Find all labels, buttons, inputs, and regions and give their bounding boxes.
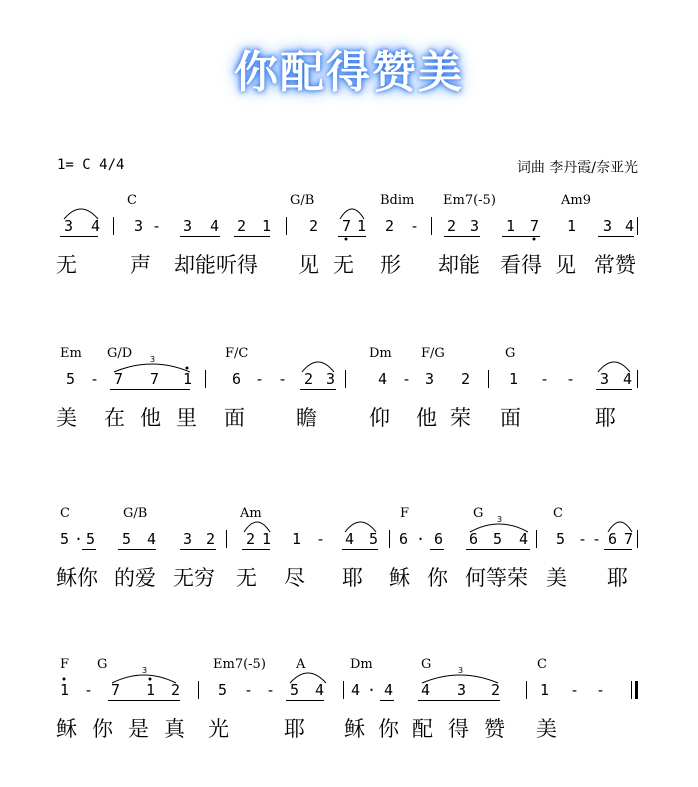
lyric: 形 <box>380 253 401 277</box>
triplet-mark: 3 <box>497 515 503 524</box>
note: 3 <box>470 217 480 235</box>
note: 5 <box>66 370 76 388</box>
octave-dot-below <box>345 238 348 241</box>
lyric: 耶 <box>595 406 616 430</box>
chord-symbol: A <box>296 657 306 672</box>
chord-symbol: C <box>537 657 547 672</box>
note: - <box>578 530 588 548</box>
beam-underline <box>418 700 500 701</box>
lyric: 你 <box>427 566 448 590</box>
note: 6 <box>232 370 242 388</box>
note: 4 <box>519 530 529 548</box>
note: 4 <box>378 370 388 388</box>
lyric: 是 <box>128 717 149 741</box>
note: - <box>152 217 162 235</box>
beam-underline <box>502 236 540 237</box>
chord-symbol: C <box>127 193 137 208</box>
beam-underline <box>180 549 216 550</box>
beam-underline <box>342 549 378 550</box>
note: 2 <box>385 217 395 235</box>
beam-underline <box>108 700 180 701</box>
lyric: 瞻 <box>296 406 317 430</box>
note: 3 <box>457 681 467 699</box>
note: 2 <box>237 217 247 235</box>
note: 1 <box>183 370 193 388</box>
barline <box>226 530 227 548</box>
lyric: 尽 <box>284 566 305 590</box>
note: 3 <box>134 217 144 235</box>
lyric: 稣 <box>389 566 410 590</box>
barline <box>345 370 346 388</box>
credit-line: 词曲 李丹霞/奈亚光 <box>516 160 638 176</box>
lyric: 你 <box>92 717 113 741</box>
beam-underline <box>286 700 324 701</box>
lyric: 你 <box>378 717 399 741</box>
chord-symbol: G/D <box>107 346 133 361</box>
note: 1 <box>540 681 550 699</box>
chord-symbol: G/B <box>123 506 148 521</box>
note: 1 <box>357 217 367 235</box>
note: 5 <box>290 681 300 699</box>
lyric: 光 <box>208 717 229 741</box>
note: - <box>90 370 100 388</box>
song-title: 你配得赞美 <box>234 47 464 98</box>
note: 2 <box>491 681 501 699</box>
final-barline <box>635 681 638 699</box>
note: 3 <box>183 530 193 548</box>
note: 5 <box>556 530 566 548</box>
note: 7 <box>114 370 124 388</box>
beam-underline <box>300 389 336 390</box>
chord-symbol: F <box>60 657 70 672</box>
lyric: 面 <box>500 406 521 430</box>
beam-underline <box>242 549 270 550</box>
note: 4 <box>315 681 325 699</box>
key-signature: 1= C 4/4 <box>57 157 125 173</box>
note: 2 <box>447 217 457 235</box>
chord-symbol: Am <box>240 506 262 521</box>
beam-underline <box>444 236 480 237</box>
note: 1 <box>509 370 519 388</box>
beam-underline <box>82 549 96 550</box>
note: - <box>255 370 265 388</box>
note: 1 <box>506 217 516 235</box>
note: - <box>540 370 550 388</box>
note: 4 <box>384 681 394 699</box>
note: 7 <box>150 370 160 388</box>
note: 6 <box>434 530 444 548</box>
barline <box>205 370 206 388</box>
lyric: 何等荣 <box>465 566 528 590</box>
chord-symbol: G <box>505 346 516 361</box>
note: 4 <box>91 217 101 235</box>
barline <box>113 217 114 235</box>
note: 3 <box>600 370 610 388</box>
lyric: 看得 <box>500 253 542 277</box>
note: - <box>278 370 288 388</box>
beam-underline <box>180 236 220 237</box>
note: - <box>84 681 94 699</box>
barline <box>526 681 527 699</box>
chord-symbol: G <box>421 657 432 672</box>
lyric: 荣 <box>450 406 471 430</box>
beam-underline <box>118 549 156 550</box>
note: - <box>592 530 602 548</box>
beam-underline <box>430 549 444 550</box>
barline <box>286 217 287 235</box>
chord-symbol: F/C <box>225 346 249 361</box>
note: 3 <box>326 370 336 388</box>
note: 7 <box>624 530 634 548</box>
beam-underline <box>380 700 394 701</box>
note: 6 <box>399 530 409 548</box>
chord-symbol: G <box>97 657 108 672</box>
lyric: 常赞 <box>594 253 636 277</box>
note: 4 <box>625 217 635 235</box>
note: 5 <box>86 530 96 548</box>
note: - <box>570 681 580 699</box>
lyric: 面 <box>224 406 245 430</box>
chord-symbol: G/B <box>290 193 315 208</box>
note: 7 <box>342 217 352 235</box>
note: 1 <box>146 681 156 699</box>
final-barline <box>631 681 632 699</box>
note: 4 <box>623 370 633 388</box>
note: 6 <box>608 530 618 548</box>
note: 2 <box>309 217 319 235</box>
note: 5 <box>60 530 70 548</box>
lyric: 无 <box>333 253 354 277</box>
note: · <box>367 681 377 699</box>
note: 5 <box>493 530 503 548</box>
lyric: 却能听得 <box>174 253 258 277</box>
lyric: 在 <box>104 406 125 430</box>
lyric: 配 <box>412 717 433 741</box>
lyric: 仰 <box>369 406 390 430</box>
lyric: 里 <box>176 406 197 430</box>
beam-underline <box>234 236 270 237</box>
lyric: 他 <box>416 406 437 430</box>
lyric: 无穷 <box>173 566 215 590</box>
beam-underline <box>598 236 634 237</box>
chord-symbol: C <box>60 506 70 521</box>
note: 1 <box>60 681 70 699</box>
barline <box>389 530 390 548</box>
chord-symbol: Em7(-5) <box>213 657 266 672</box>
barline <box>431 217 432 235</box>
note: 1 <box>567 217 577 235</box>
lyric: 耶 <box>284 717 305 741</box>
note: 5 <box>369 530 379 548</box>
note: 2 <box>461 370 471 388</box>
note: 7 <box>530 217 540 235</box>
barline <box>343 681 344 699</box>
note: - <box>244 681 254 699</box>
lyric: 赞 <box>484 717 505 741</box>
chord-symbol: Dm <box>350 657 373 672</box>
chord-symbol: Dm <box>369 346 392 361</box>
note: 4 <box>421 681 431 699</box>
lyric: 得 <box>448 717 469 741</box>
triplet-mark: 3 <box>142 666 148 675</box>
note: - <box>596 681 606 699</box>
note: 1 <box>262 217 272 235</box>
barline <box>536 530 537 548</box>
lyric: 无 <box>56 253 77 277</box>
note: 7 <box>111 681 121 699</box>
lyric: 无 <box>236 566 257 590</box>
note: 3 <box>425 370 435 388</box>
lyric: 他 <box>140 406 161 430</box>
beam-underline <box>466 549 530 550</box>
triplet-mark: 3 <box>458 666 464 675</box>
barline <box>637 530 638 548</box>
barline <box>198 681 199 699</box>
chord-symbol: F <box>400 506 410 521</box>
barline <box>637 370 638 388</box>
note: 2 <box>304 370 314 388</box>
beam-underline <box>110 389 190 390</box>
lyric: 见 <box>298 253 319 277</box>
chord-symbol: G <box>473 506 484 521</box>
note: 1 <box>292 530 302 548</box>
chord-symbol: C <box>553 506 563 521</box>
beam-underline <box>604 549 632 550</box>
lyric: 的爱 <box>114 566 156 590</box>
note: - <box>266 681 276 699</box>
lyric: 见 <box>555 253 576 277</box>
note: 4 <box>351 681 361 699</box>
note: 1 <box>262 530 272 548</box>
note: 6 <box>469 530 479 548</box>
lyric: 美 <box>546 566 567 590</box>
lyric: 美 <box>536 717 557 741</box>
note: - <box>402 370 412 388</box>
barline <box>488 370 489 388</box>
note: - <box>316 530 326 548</box>
lyric: 耶 <box>607 566 628 590</box>
chord-symbol: Am9 <box>561 193 591 208</box>
barline <box>637 217 638 235</box>
note: 2 <box>246 530 256 548</box>
lyric: 稣你 <box>56 566 98 590</box>
note: - <box>566 370 576 388</box>
lyric: 真 <box>164 717 185 741</box>
note: 5 <box>218 681 228 699</box>
note: 4 <box>210 217 220 235</box>
note: 2 <box>171 681 181 699</box>
lyric: 稣 <box>344 717 365 741</box>
beam-underline <box>596 389 632 390</box>
lyric: 声 <box>130 253 151 277</box>
lyric: 美 <box>56 406 77 430</box>
note: 5 <box>122 530 132 548</box>
note: - <box>410 217 420 235</box>
lyric: 耶 <box>342 566 363 590</box>
beam-underline <box>60 236 98 237</box>
beam-underline <box>338 236 366 237</box>
lyric: 却能 <box>438 253 480 277</box>
note: · <box>416 530 426 548</box>
note: 2 <box>206 530 216 548</box>
triplet-mark: 3 <box>150 355 156 364</box>
lyric: 稣 <box>56 717 77 741</box>
chord-symbol: F/G <box>421 346 445 361</box>
chord-symbol: Em <box>60 346 82 361</box>
note: 3 <box>183 217 193 235</box>
note: 3 <box>603 217 613 235</box>
note: 4 <box>345 530 355 548</box>
chord-symbol: Em7(-5) <box>443 193 496 208</box>
note: · <box>74 530 84 548</box>
triplet-slur <box>112 675 176 683</box>
note: 4 <box>147 530 157 548</box>
note: 3 <box>64 217 74 235</box>
chord-symbol: Bdim <box>380 193 415 208</box>
octave-dot-below <box>533 238 536 241</box>
